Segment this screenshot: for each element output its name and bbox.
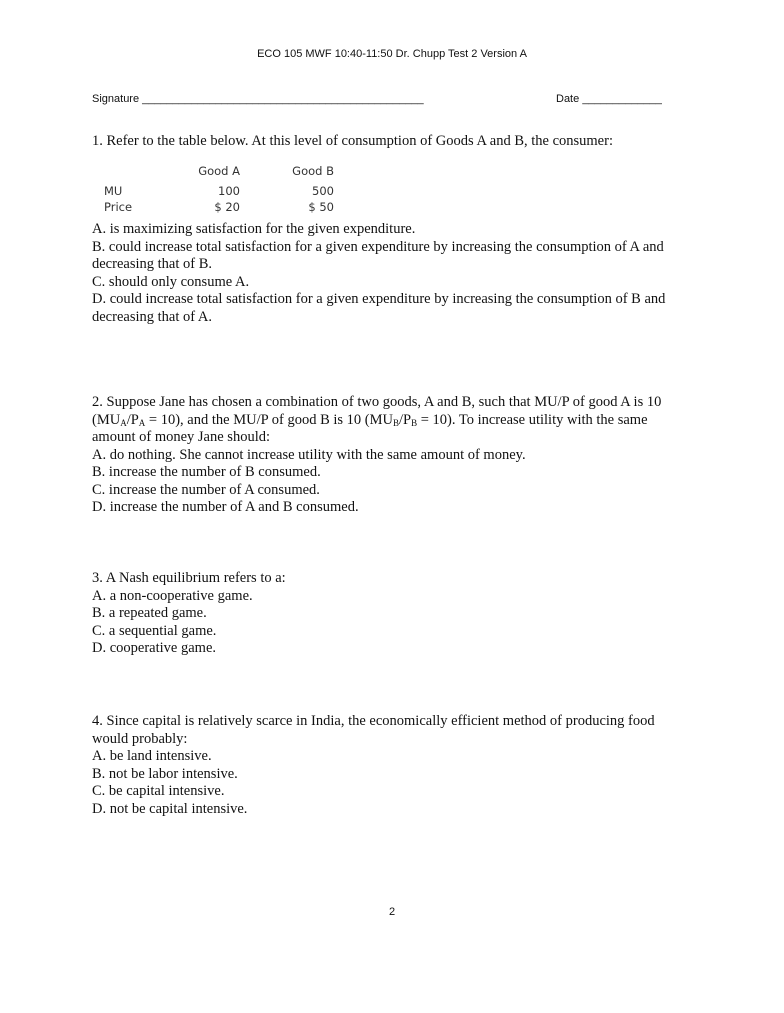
question-1-option-c: C. should only consume A. bbox=[92, 273, 250, 290]
question-4-option-d: D. not be capital intensive. bbox=[92, 800, 248, 817]
subscript: A bbox=[138, 417, 146, 428]
question-2-stem bbox=[92, 394, 692, 447]
table-cell: 500 bbox=[312, 184, 334, 198]
date-line bbox=[556, 93, 662, 105]
question-4-option-a: A. be land intensive. bbox=[92, 748, 212, 764]
question-2 bbox=[92, 394, 692, 517]
table-cell: $ 20 bbox=[214, 200, 240, 214]
signature-line bbox=[92, 93, 424, 105]
table-cell: Price bbox=[104, 200, 133, 214]
question-1-stem: 1. Refer to the table below. At this level of consumption of Goods A and B, the consumer: bbox=[92, 133, 613, 149]
table-cell: 100 bbox=[218, 184, 240, 198]
table-cell: MU bbox=[104, 184, 123, 198]
question-3-option-b: B. a repeated game. bbox=[92, 605, 207, 621]
question-4-stem: 4. Since capital is relatively scarce in India, the economically efficient method of producing food would probably: bbox=[92, 713, 655, 747]
page-header: ECO 105 MWF 10:40-11:50 Dr. Chupp Test 2 Version A bbox=[257, 48, 527, 60]
question-3-option-a: A. a non-cooperative game. bbox=[92, 587, 253, 604]
question-2-option-a: A. do nothing. She cannot increase utility with the same amount of money. bbox=[92, 446, 526, 463]
table-header-cell: Good B bbox=[292, 163, 334, 178]
question-3-stem: 3. A Nash equilibrium refers to a: bbox=[92, 570, 286, 586]
signature-blank: ______________________________________________ bbox=[142, 93, 424, 105]
date-label: Date bbox=[556, 93, 580, 105]
question-1 bbox=[92, 133, 692, 326]
stem-text: = 10). To increase utility with the same amount of money Jane should: bbox=[92, 411, 648, 445]
mu-price-table bbox=[104, 163, 334, 216]
question-1-option-d: D. could increase total satisfaction for a given expenditure by increasing the consumption of B and decreasing that of A. bbox=[92, 291, 666, 325]
question-3-option-c: C. a sequential game. bbox=[92, 622, 217, 639]
subscript: B bbox=[411, 417, 418, 428]
page-number: 2 bbox=[388, 906, 396, 918]
signature-label: Signature bbox=[92, 93, 140, 105]
stem-text: = 10), and the MU/P of good B is 10 (MU bbox=[145, 411, 393, 428]
question-2-option-d: D. increase the number of A and B consumed. bbox=[92, 499, 359, 515]
table-row bbox=[104, 199, 334, 215]
table-row bbox=[104, 183, 334, 199]
question-4-option-c: C. be capital intensive. bbox=[92, 783, 225, 799]
question-3 bbox=[92, 570, 692, 658]
stem-text: /P bbox=[126, 411, 139, 428]
table-header-cell: Good A bbox=[198, 163, 240, 178]
question-1-option-a: A. is maximizing satisfaction for the given expenditure. bbox=[92, 221, 416, 237]
stem-text: 2. Suppose Jane has chosen a combination of two goods, A and B, such that MU/P of good A is 10 (MU bbox=[92, 394, 662, 428]
table-cell: $ 50 bbox=[308, 200, 334, 214]
question-1-option-b: B. could increase total satisfaction for a given expenditure by increasing the consumption of A and decreasing that of B. bbox=[92, 238, 664, 272]
question-2-option-b: B. increase the number of B consumed. bbox=[92, 464, 321, 480]
question-2-option-c: C. increase the number of A consumed. bbox=[92, 481, 320, 498]
stem-text: /P bbox=[399, 411, 412, 428]
question-4-option-b: B. not be labor intensive. bbox=[92, 765, 238, 782]
date-blank: _____________ bbox=[582, 93, 662, 105]
question-4 bbox=[92, 713, 692, 818]
table-header-row bbox=[104, 163, 334, 184]
subscript: A bbox=[120, 417, 127, 428]
table-header-cell bbox=[104, 163, 172, 184]
subscript: B bbox=[393, 417, 400, 428]
question-3-option-d: D. cooperative game. bbox=[92, 640, 217, 656]
